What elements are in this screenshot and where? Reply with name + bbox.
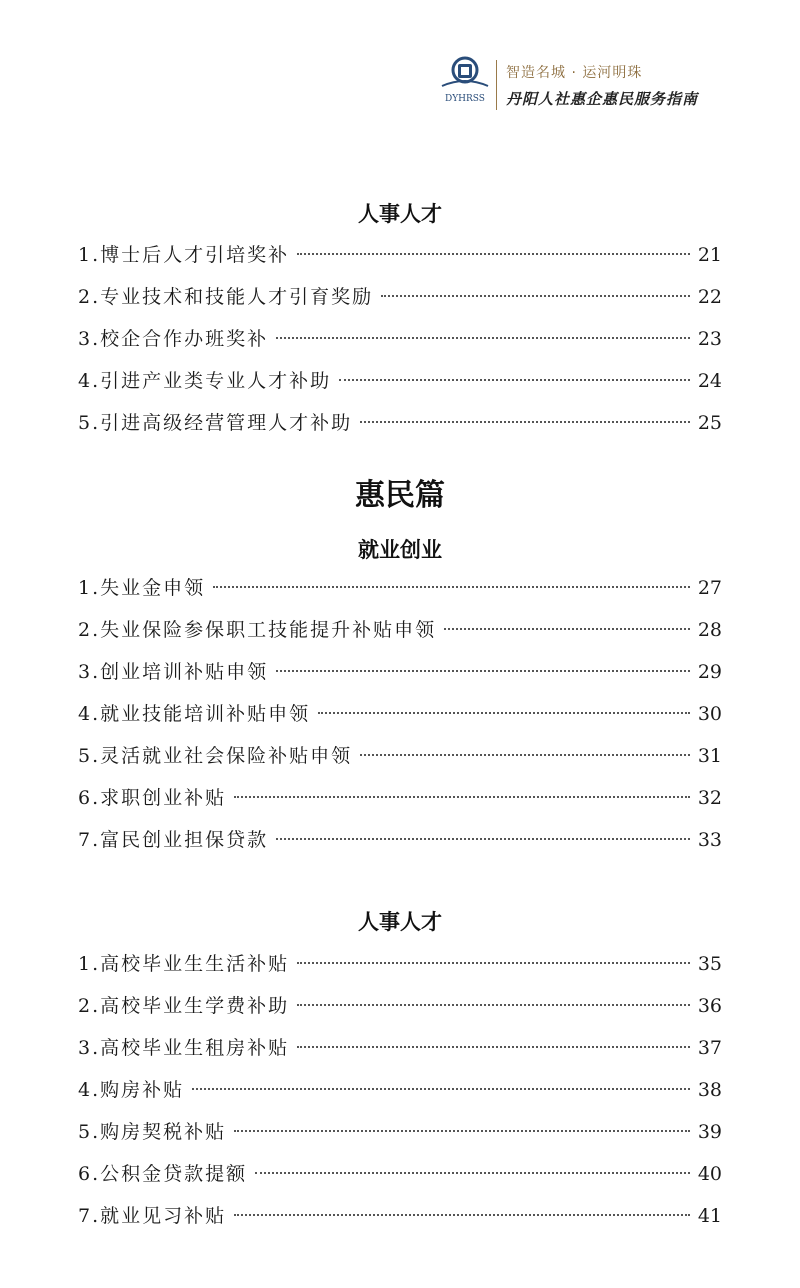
part-title-huimin: 惠民篇 — [355, 478, 445, 513]
section-title-talent: 人事人才 — [358, 202, 442, 226]
toc-item-label: 4.购房补贴 — [78, 1079, 185, 1101]
toc-item-page: 21 — [697, 244, 722, 266]
toc-leader-dots — [297, 253, 690, 255]
toc-item-label: 5.引进高级经营管理人才补助 — [78, 412, 353, 434]
toc-item-label: 1.高校毕业生生活补贴 — [78, 953, 290, 975]
toc-item-page: 30 — [697, 703, 722, 725]
toc-leader-dots — [381, 295, 690, 297]
toc-item-page: 37 — [697, 1037, 722, 1059]
toc-item[interactable] — [78, 609, 722, 651]
section-title-employment: 就业创业 — [358, 538, 442, 562]
toc-item-label: 3.创业培训补贴申领 — [78, 661, 269, 683]
toc-item-label: 5.购房契税补贴 — [78, 1121, 227, 1143]
slogan: 智造名城 · 运河明珠 — [506, 65, 643, 81]
toc-item-label: 1.失业金申领 — [78, 577, 206, 599]
toc-item-page: 28 — [697, 619, 722, 641]
toc-item-label: 6.公积金贷款提额 — [78, 1163, 248, 1185]
toc-item[interactable] — [78, 402, 722, 444]
toc-leader-dots — [234, 1130, 690, 1132]
toc-item-label: 2.高校毕业生学费补助 — [78, 995, 290, 1017]
toc-item-page: 40 — [697, 1163, 722, 1185]
toc-item-page: 31 — [697, 745, 722, 767]
toc-list-talent-2 — [78, 943, 722, 1237]
logo — [436, 56, 494, 118]
toc-item-label: 1.博士后人才引培奖补 — [78, 244, 290, 266]
toc-leader-dots — [318, 712, 690, 714]
toc-item-page: 25 — [697, 412, 722, 434]
toc-item[interactable] — [78, 318, 722, 360]
toc-leader-dots — [297, 1046, 690, 1048]
toc-item-label: 2.专业技术和技能人才引育奖励 — [78, 286, 374, 308]
toc-item-page: 36 — [697, 995, 722, 1017]
toc-item-label: 3.高校毕业生租房补贴 — [78, 1037, 290, 1059]
toc-leader-dots — [213, 586, 690, 588]
toc-leader-dots — [297, 1004, 690, 1006]
toc-item[interactable] — [78, 735, 722, 777]
toc-leader-dots — [234, 796, 690, 798]
toc-list-employment — [78, 567, 722, 861]
toc-leader-dots — [234, 1214, 690, 1216]
toc-item-label: 5.灵活就业社会保险补贴申领 — [78, 745, 353, 767]
toc-item-page: 35 — [697, 953, 722, 975]
toc-item[interactable] — [78, 1195, 722, 1237]
toc-leader-dots — [360, 421, 690, 423]
toc-item[interactable] — [78, 943, 722, 985]
toc-item-page: 41 — [697, 1205, 722, 1227]
toc-item-page: 27 — [697, 577, 722, 599]
section-title-talent-2: 人事人才 — [358, 910, 442, 934]
toc-item-label: 6.求职创业补贴 — [78, 787, 227, 809]
logo-text: DYHRSS — [445, 94, 485, 104]
toc-leader-dots — [276, 838, 690, 840]
toc-item[interactable] — [78, 567, 722, 609]
toc-item[interactable] — [78, 777, 722, 819]
toc-item[interactable] — [78, 651, 722, 693]
toc-item[interactable] — [78, 693, 722, 735]
toc-item-label: 7.就业见习补贴 — [78, 1205, 227, 1227]
toc-leader-dots — [339, 379, 690, 381]
toc-item-page: 33 — [697, 829, 722, 851]
logo-emblem-icon — [436, 56, 494, 96]
toc-item[interactable] — [78, 819, 722, 861]
toc-item[interactable] — [78, 1111, 722, 1153]
toc-item-page: 23 — [697, 328, 722, 350]
toc-item[interactable] — [78, 1153, 722, 1195]
toc-item-label: 3.校企合作办班奖补 — [78, 328, 269, 350]
toc-item[interactable] — [78, 360, 722, 402]
toc-item-page: 22 — [697, 286, 722, 308]
toc-item-label: 7.富民创业担保贷款 — [78, 829, 269, 851]
toc-item-label: 2.失业保险参保职工技能提升补贴申领 — [78, 619, 437, 641]
page-header — [436, 56, 766, 118]
toc-leader-dots — [192, 1088, 690, 1090]
toc-leader-dots — [276, 670, 690, 672]
toc-item-page: 24 — [697, 370, 722, 392]
toc-leader-dots — [444, 628, 690, 630]
toc-item[interactable] — [78, 985, 722, 1027]
toc-item-page: 29 — [697, 661, 722, 683]
toc-item-page: 39 — [697, 1121, 722, 1143]
toc-leader-dots — [255, 1172, 690, 1174]
guide-title: 丹阳人社惠企惠民服务指南 — [506, 90, 699, 108]
toc-item-page: 32 — [697, 787, 722, 809]
header-divider — [496, 60, 497, 110]
toc-item[interactable] — [78, 1027, 722, 1069]
toc-item[interactable] — [78, 276, 722, 318]
toc-leader-dots — [297, 962, 690, 964]
toc-item[interactable] — [78, 1069, 722, 1111]
toc-leader-dots — [276, 337, 690, 339]
toc-item-page: 38 — [697, 1079, 722, 1101]
toc-list-talent — [78, 234, 722, 444]
toc-item[interactable] — [78, 234, 722, 276]
toc-leader-dots — [360, 754, 690, 756]
toc-item-label: 4.就业技能培训补贴申领 — [78, 703, 311, 725]
toc-item-label: 4.引进产业类专业人才补助 — [78, 370, 332, 392]
